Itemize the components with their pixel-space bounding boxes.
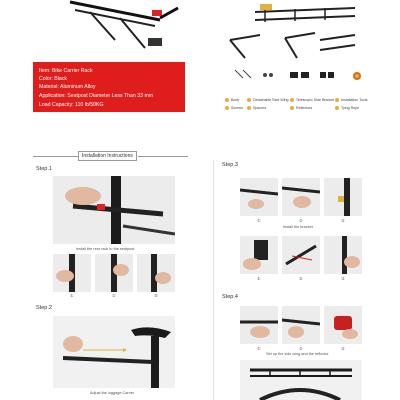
step1-num-3: ③ <box>154 294 158 298</box>
step1-caption: Install the rear rack to the seatpost <box>76 247 135 251</box>
spec-material: Material: Aluminum Alloy <box>39 84 96 90</box>
spec-load: Load Capacity: 110 lb/50KG <box>39 102 104 108</box>
step3-num-1: ① <box>257 219 261 223</box>
step3-photo-2-illustration <box>282 178 320 216</box>
step4-num-1: ① <box>257 347 261 351</box>
step1-photo <box>53 176 175 244</box>
step1-detail-3-illustration <box>137 254 175 292</box>
step4-caption: Set up the side wing and the reflector <box>266 352 329 356</box>
spec-color: Color: Black <box>39 76 67 82</box>
part-reflectors <box>290 106 312 110</box>
step4-photo-large <box>240 360 362 400</box>
step4-photo-3 <box>324 306 362 344</box>
badge-icon <box>335 98 339 102</box>
part-label: Body <box>231 98 240 102</box>
step3-num-5: ② <box>299 277 303 281</box>
step3-photo-4-illustration <box>240 236 278 274</box>
step2-illustration <box>53 316 175 388</box>
instructions-divider-right <box>138 156 188 157</box>
step4-photo-1-illustration <box>240 306 278 344</box>
parts-illustration <box>215 0 375 92</box>
part-label: Reflectors <box>296 106 313 110</box>
step2-label: Step.2 <box>36 305 52 311</box>
part-label: Screws <box>231 106 243 110</box>
step3-num-2: ② <box>299 219 303 223</box>
step3-caption: Install the bracket <box>283 225 313 229</box>
step3-photo-5-illustration <box>282 236 320 274</box>
part-screws <box>225 106 243 110</box>
step4-label: Step.4 <box>222 294 238 300</box>
part-tools <box>335 98 368 102</box>
part-side-bracket <box>290 98 334 102</box>
part-spacers <box>247 106 266 110</box>
step3-num-6: ③ <box>341 277 345 281</box>
badge-icon <box>335 106 339 110</box>
spec-seatpost: Application: Seatpost Diameter Less Than 33 mm <box>39 93 154 99</box>
step1-num-1: ① <box>70 294 74 298</box>
step1-detail-1 <box>53 254 91 292</box>
step3-photo-3 <box>324 178 362 216</box>
step3-photo-2 <box>282 178 320 216</box>
badge-icon <box>247 98 251 102</box>
step3-num-3: ③ <box>341 219 345 223</box>
step1-num-2: ② <box>112 294 116 298</box>
part-rope <box>335 106 359 110</box>
instructions-divider-left <box>33 156 78 157</box>
step1-detail-2-illustration <box>95 254 133 292</box>
spec-box <box>33 62 185 112</box>
step1-illustration <box>53 176 175 244</box>
step4-num-3: ③ <box>341 347 345 351</box>
step3-photo-1 <box>240 178 278 216</box>
step3-num-4: ① <box>257 277 261 281</box>
step2-caption: Adjust the luggage Carrier <box>90 391 135 395</box>
step4-photo-2 <box>282 306 320 344</box>
step1-detail-2 <box>95 254 133 292</box>
step3-photo-4 <box>240 236 278 274</box>
rack-product-photo <box>60 0 180 55</box>
badge-icon <box>225 106 229 110</box>
step4-photo-2-illustration <box>282 306 320 344</box>
step4-large-illustration <box>240 360 362 400</box>
step1-detail-1-illustration <box>53 254 91 292</box>
part-label: Telescopic Side Bracket <box>296 98 335 102</box>
spec-item: Item: Bike Carrier Rack <box>39 68 93 74</box>
part-label: Detachable Side Wing <box>253 98 289 102</box>
badge-icon <box>290 98 294 102</box>
column-divider <box>213 160 214 400</box>
badge-icon <box>247 106 251 110</box>
step4-photo-1 <box>240 306 278 344</box>
part-label: Spacers <box>253 106 267 110</box>
rack-illustration <box>60 0 180 55</box>
part-side-wing <box>247 98 289 102</box>
badge-icon <box>225 98 229 102</box>
step3-label: Step.3 <box>222 162 238 168</box>
step4-photo-3-illustration <box>324 306 362 344</box>
step3-photo-6-illustration <box>324 236 362 274</box>
step3-photo-1-illustration <box>240 178 278 216</box>
step3-photo-6 <box>324 236 362 274</box>
badge-icon <box>290 106 294 110</box>
step3-photo-3-illustration <box>324 178 362 216</box>
step3-photo-5 <box>282 236 320 274</box>
part-body <box>225 98 239 102</box>
parts-diagram <box>215 0 375 110</box>
part-label: Installation Tools <box>341 98 368 102</box>
instructions-title: Installation Instructions <box>78 151 137 161</box>
step1-label: Step.1 <box>36 166 52 172</box>
step2-photo <box>53 316 175 388</box>
part-label: Tying Rope <box>341 106 360 110</box>
step4-num-2: ② <box>299 347 303 351</box>
step1-detail-3 <box>137 254 175 292</box>
